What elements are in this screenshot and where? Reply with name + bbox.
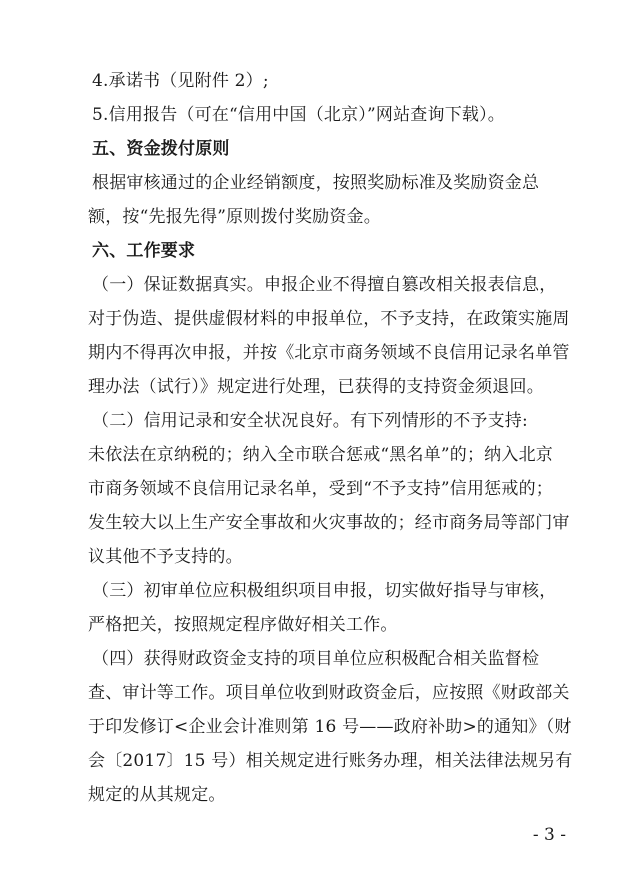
paragraph-line: 根据审核通过的企业经销额度，按照奖励标准及奖励资金总 xyxy=(92,173,540,193)
paragraph-line: 会〔2017〕15 号）相关规定进行账务办理，相关法律法规另有 xyxy=(88,751,573,771)
list-item-commitment: 4.承诺书（见附件 2）; xyxy=(92,71,269,91)
paragraph-line: 查、审计等工作。项目单位收到财政资金后，应按照《财政部关 xyxy=(88,683,570,703)
paragraph-line: （二）信用记录和安全状况良好。有下列情形的不予支持: xyxy=(92,411,528,431)
section-heading-requirements: 六、工作要求 xyxy=(92,241,196,261)
paragraph-line: 发生较大以上生产安全事故和火灾事故的；经市商务局等部门审 xyxy=(88,513,570,533)
paragraph-line: 未依法在京纳税的；纳入全市联合惩戒“黑名单”的；纳入北京 xyxy=(88,445,553,465)
paragraph-line: 规定的从其规定。 xyxy=(88,785,226,805)
paragraph-line: 期内不得再次申报，并按《北京市商务领域不良信用记录名单管 xyxy=(88,343,570,363)
list-item-credit-report: 5.信用报告（可在“信用中国（北京）”网站查询下载）。 xyxy=(92,105,506,125)
paragraph-line: 市商务领域不良信用记录名单，受到“不予支持”信用惩戒的； xyxy=(88,479,553,499)
paragraph-line: 于印发修订<企业会计准则第 16 号——政府补助>的通知》（财 xyxy=(88,717,572,737)
paragraph-line: （四）获得财政资金支持的项目单位应积极配合相关监督检 xyxy=(92,649,540,669)
paragraph-line: （一）保证数据真实。申报企业不得擅自篡改相关报表信息， xyxy=(92,275,557,295)
paragraph-line: 对于伪造、提供虚假材料的申报单位，不予支持，在政策实施周 xyxy=(88,309,570,329)
paragraph-line: 严格把关，按照规定程序做好相关工作。 xyxy=(88,615,398,635)
paragraph-line: （三）初审单位应积极组织项目申报，切实做好指导与审核， xyxy=(92,581,557,601)
paragraph-line: 议其他不予支持的。 xyxy=(88,547,243,567)
section-heading-funding: 五、资金拨付原则 xyxy=(92,139,230,159)
paragraph-line: 理办法（试行）》规定进行处理，已获得的支持资金须退回。 xyxy=(88,377,544,397)
page-number: - 3 - xyxy=(532,825,566,845)
paragraph-line: 额，按“先报先得”原则拨付奖励资金。 xyxy=(88,207,381,227)
